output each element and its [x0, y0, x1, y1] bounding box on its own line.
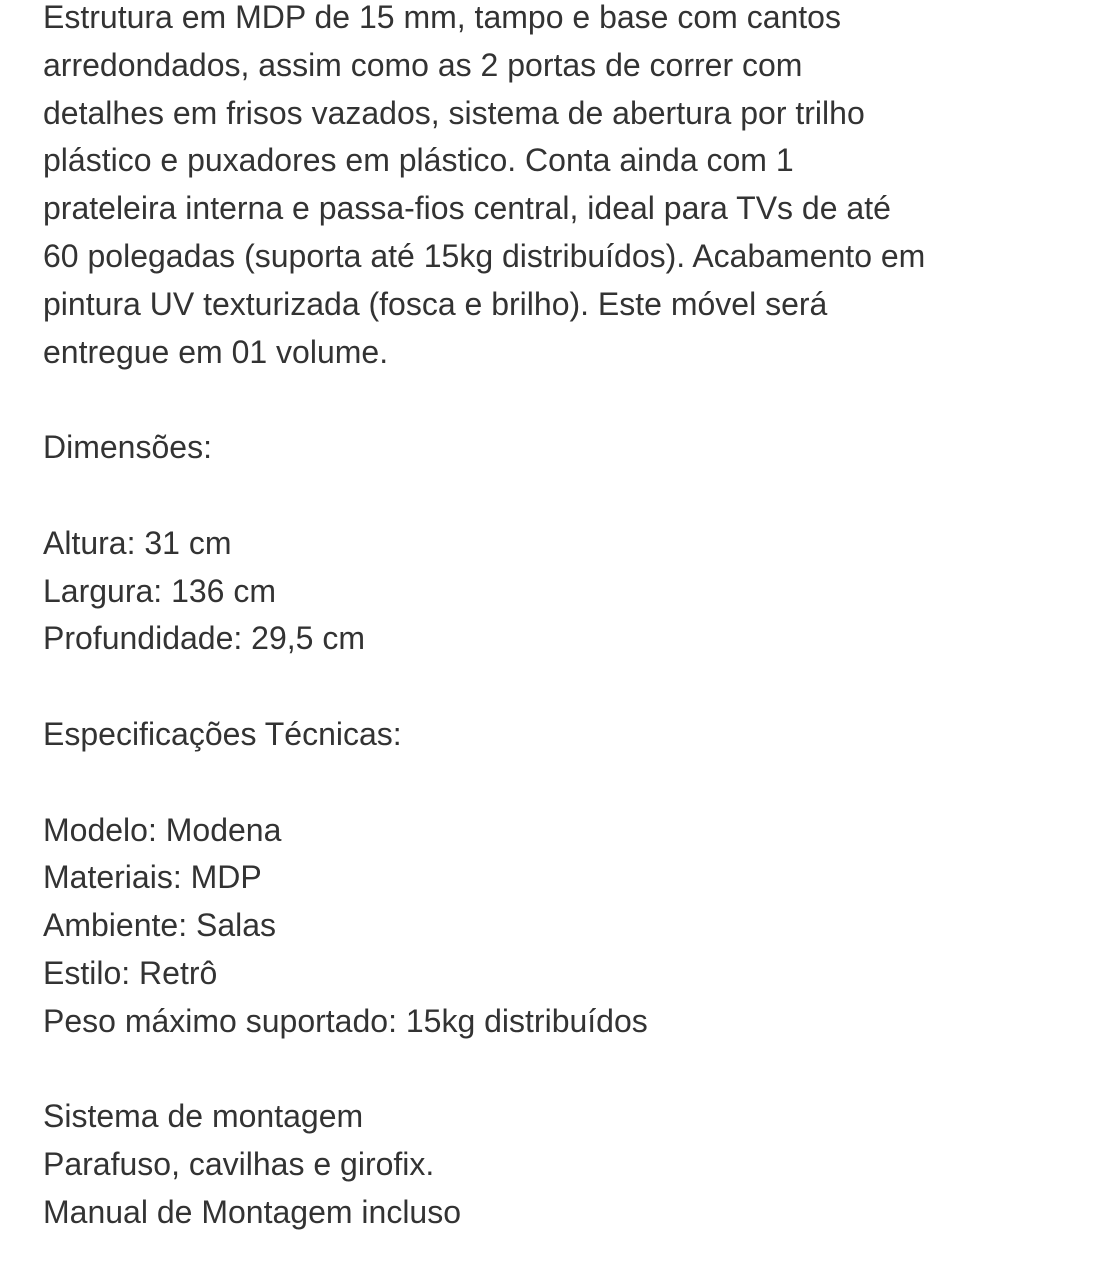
- assembly-hardware: Parafuso, cavilhas e girofix.: [43, 1146, 435, 1183]
- spacer: [43, 472, 1083, 520]
- depth-spec: Profundidade: 29,5 cm: [43, 620, 365, 657]
- description-line: pintura UV texturizada (fosca e brilho). Este móvel será: [43, 285, 828, 322]
- height-spec: Altura: 31 cm: [43, 524, 232, 561]
- assembly-section: [43, 1093, 1083, 1236]
- model-spec: Modelo: Modena: [43, 811, 282, 848]
- max-weight-spec: Peso máximo suportado: 15kg distribuídos: [43, 1002, 648, 1039]
- description-line: entregue em 01 volume.: [43, 333, 389, 370]
- description-line: Estrutura em MDP de 15 mm, tampo e base com cantos: [43, 0, 841, 35]
- spacer: [43, 376, 1083, 424]
- dimensions-section: [43, 424, 1083, 663]
- description-paragraph: [43, 0, 1083, 376]
- spacer: [43, 1046, 1083, 1094]
- description-line: prateleira interna e passa-fios central, ideal para TVs de até: [43, 190, 891, 227]
- style-spec: Estilo: Retrô: [43, 954, 218, 991]
- environment-spec: Ambiente: Salas: [43, 907, 277, 944]
- description-line: 60 polegadas (suporta até 15kg distribuídos). Acabamento em: [43, 237, 926, 274]
- specs-section: [43, 711, 1083, 1046]
- dimensions-heading: Dimensões:: [43, 429, 212, 466]
- assembly-manual: Manual de Montagem incluso: [43, 1193, 462, 1230]
- product-description: [43, 0, 1083, 1237]
- description-line: plástico e puxadores em plástico. Conta ainda com 1: [43, 142, 794, 179]
- spacer: [43, 759, 1083, 807]
- specs-heading: Especificações Técnicas:: [43, 715, 402, 752]
- assembly-heading: Sistema de montagem: [43, 1098, 364, 1135]
- description-line: detalhes em frisos vazados, sistema de abertura por trilho: [43, 94, 865, 131]
- materials-spec: Materiais: MDP: [43, 859, 262, 896]
- width-spec: Largura: 136 cm: [43, 572, 277, 609]
- description-line: arredondados, assim como as 2 portas de correr com: [43, 46, 803, 83]
- spacer: [43, 663, 1083, 711]
